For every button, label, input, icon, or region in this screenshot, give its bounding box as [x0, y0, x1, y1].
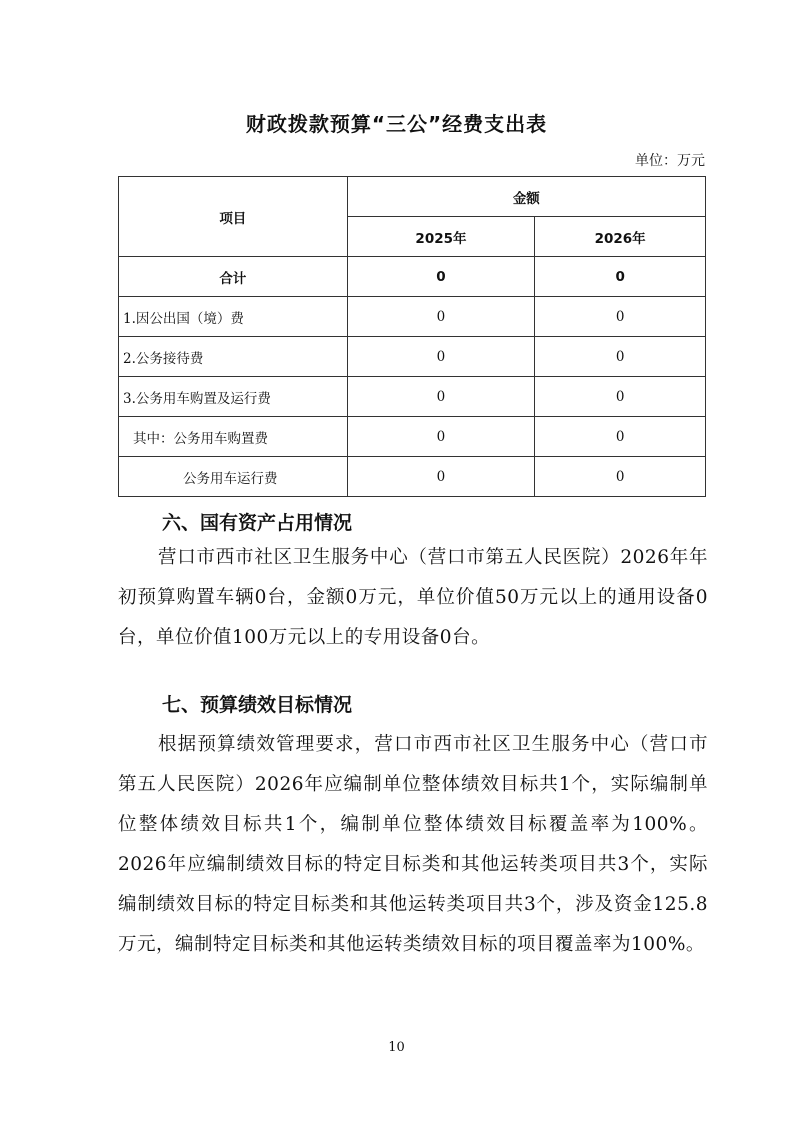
row-label: 3.公务用车购置及运行费 — [119, 377, 348, 417]
section-7-body: 根据预算绩效管理要求，营口市西市社区卫生服务中心（营口市第五人民医院）2026年应编制单位整体绩效目标共1个，实际编制单位整体绩效目标共1个，编制单位整体绩效目标覆盖率为100%。2026年应编制绩效目标的特定目标类和其他运转类项目共3个，实际编制绩效目标的特定目标类和其他运转类项目共3个，涉及资金125.8万元，编制特定目标类和其他运转类绩效目标的项目覆盖率为100%。 — [118, 734, 708, 955]
cell-2025: 0 — [347, 297, 535, 337]
cell-2026: 0 — [535, 297, 706, 337]
table-row — [119, 377, 706, 417]
cell-2026: 0 — [535, 337, 706, 377]
cell-2026: 0 — [535, 377, 706, 417]
unit-label: 单位：万元 — [635, 153, 705, 169]
cell-2026: 0 — [535, 457, 706, 497]
row-label: 2.公务接待费 — [119, 337, 348, 377]
row-label: 1.因公出国（境）费 — [119, 297, 348, 337]
row-label: 合计 — [119, 257, 348, 297]
cell-2025: 0 — [347, 377, 535, 417]
cell-2025: 0 — [347, 337, 535, 377]
row-label: 其中：公务用车购置费 — [119, 417, 348, 457]
table-row — [119, 297, 706, 337]
header-item: 项目 — [119, 177, 348, 257]
table-row-total — [119, 257, 706, 297]
cell-2026: 0 — [535, 417, 706, 457]
cell-2025: 0 — [347, 457, 535, 497]
three-public-expenses-table — [118, 176, 706, 497]
table-row — [119, 337, 706, 377]
section-7-heading: 七、预算绩效目标情况 — [162, 694, 353, 716]
cell-2025: 0 — [347, 257, 535, 297]
table-row — [119, 417, 706, 457]
cell-2025: 0 — [347, 417, 535, 457]
row-label: 公务用车运行费 — [119, 457, 348, 497]
cell-2026: 0 — [535, 257, 706, 297]
table-title: 财政拨款预算“三公”经费支出表 — [245, 112, 548, 136]
section-6-body: 营口市西市社区卫生服务中心（营口市第五人民医院）2026年年初预算购置车辆0台，金额0万元，单位价值50万元以上的通用设备0台，单位价值100万元以上的专用设备0台。 — [118, 547, 708, 648]
page-number: 10 — [388, 1040, 405, 1055]
section-6-heading: 六、国有资产占用情况 — [162, 512, 353, 534]
header-amount: 金额 — [347, 177, 705, 217]
header-year-2025: 2025年 — [347, 217, 535, 257]
table-row — [119, 457, 706, 497]
header-year-2026: 2026年 — [535, 217, 706, 257]
